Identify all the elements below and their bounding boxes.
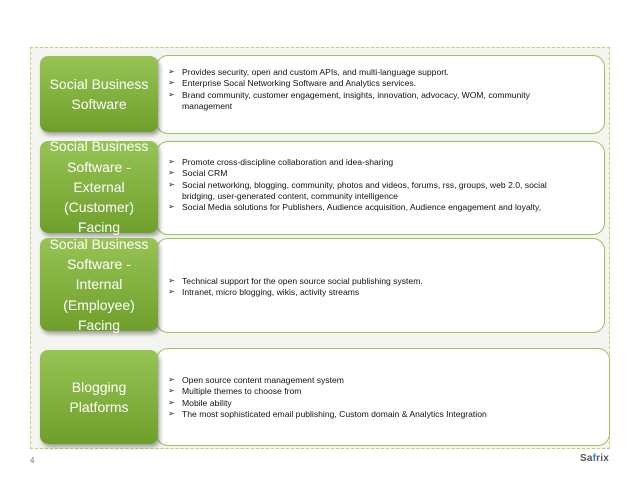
list-item: ➢ Social networking, blogging, community, photos and videos, forums, rss, groups, web 2.0, social bridging, user-generated content, community intelligence [168, 179, 547, 202]
bullet-list-row-4 [168, 375, 588, 420]
label-blogging-platforms [40, 350, 158, 444]
label-internal-employee-facing [40, 235, 158, 333]
label-line: Software - [67, 256, 131, 273]
bullet-arrow-icon: ➢ [168, 179, 175, 189]
bullet-list-row-1 [168, 67, 568, 112]
list-item: ➢ Technical support for the open source social publishing system. [168, 276, 423, 286]
bullet-arrow-icon: ➢ [168, 409, 175, 419]
bullet-arrow-icon: ➢ [168, 386, 175, 396]
label-external-customer-facing [40, 138, 158, 236]
label-line: (Employee) [63, 296, 135, 313]
list-item: ➢ Brand community, customer engagement, insights, innovation, advocacy, WOM, community management [168, 89, 530, 112]
label-line: Software - [67, 158, 131, 175]
label-line: Blogging [71, 378, 127, 395]
bullet-list-row-3 [168, 276, 578, 299]
bullet-list-row-2 [168, 157, 578, 214]
label-line: Social Business [49, 75, 149, 92]
list-item: ➢ Mobile ability [168, 397, 232, 408]
list-item: ➢ Intranet, micro blogging, wikis, activity streams [168, 287, 360, 298]
list-item: ➢ Social Media solutions for Publishers, Audience acquisition, Audience engagement and loyalty, [168, 202, 542, 213]
bullet-arrow-icon: ➢ [168, 287, 175, 297]
list-item: ➢ Enterprise Socal Networking Software and Analytics services. [168, 78, 417, 89]
company-logo: Safrix [580, 453, 610, 464]
label-line: Platforms [69, 399, 129, 415]
bullet-arrow-icon: ➢ [168, 276, 175, 285]
label-line: Social Business [49, 138, 149, 155]
label-social-business-software [40, 56, 158, 132]
label-line: External [73, 178, 125, 195]
bullet-arrow-icon: ➢ [168, 89, 175, 99]
bullet-arrow-icon: ➢ [168, 397, 175, 407]
label-line: Internal [75, 276, 123, 293]
list-item: ➢ Multiple themes to choose from [168, 386, 302, 397]
bullet-arrow-icon: ➢ [168, 78, 175, 88]
label-line: Facing [77, 219, 120, 236]
bullet-arrow-icon: ➢ [168, 375, 175, 384]
bullet-arrow-icon: ➢ [168, 168, 175, 178]
label-line: Software [71, 96, 127, 112]
label-line: (Customer) [63, 199, 134, 216]
list-item: ➢ Open source content management system [168, 375, 344, 385]
list-item: ➢ Promote cross-discipline collaboration and idea-sharing [168, 157, 394, 167]
label-line: Social Business [49, 235, 149, 252]
bullet-arrow-icon: ➢ [168, 157, 175, 166]
bullet-arrow-icon: ➢ [168, 202, 175, 212]
bullet-arrow-icon: ➢ [168, 67, 175, 76]
page-number: 4 [30, 456, 35, 465]
label-line: Facing [77, 316, 120, 333]
list-item: ➢ Provides security, open and custom APIs, and multi-language support. [168, 67, 449, 77]
list-item: ➢ The most sophisticated email publishing, Custom domain & Analytics Integration [168, 409, 487, 420]
list-item: ➢ Social CRM [168, 168, 228, 179]
